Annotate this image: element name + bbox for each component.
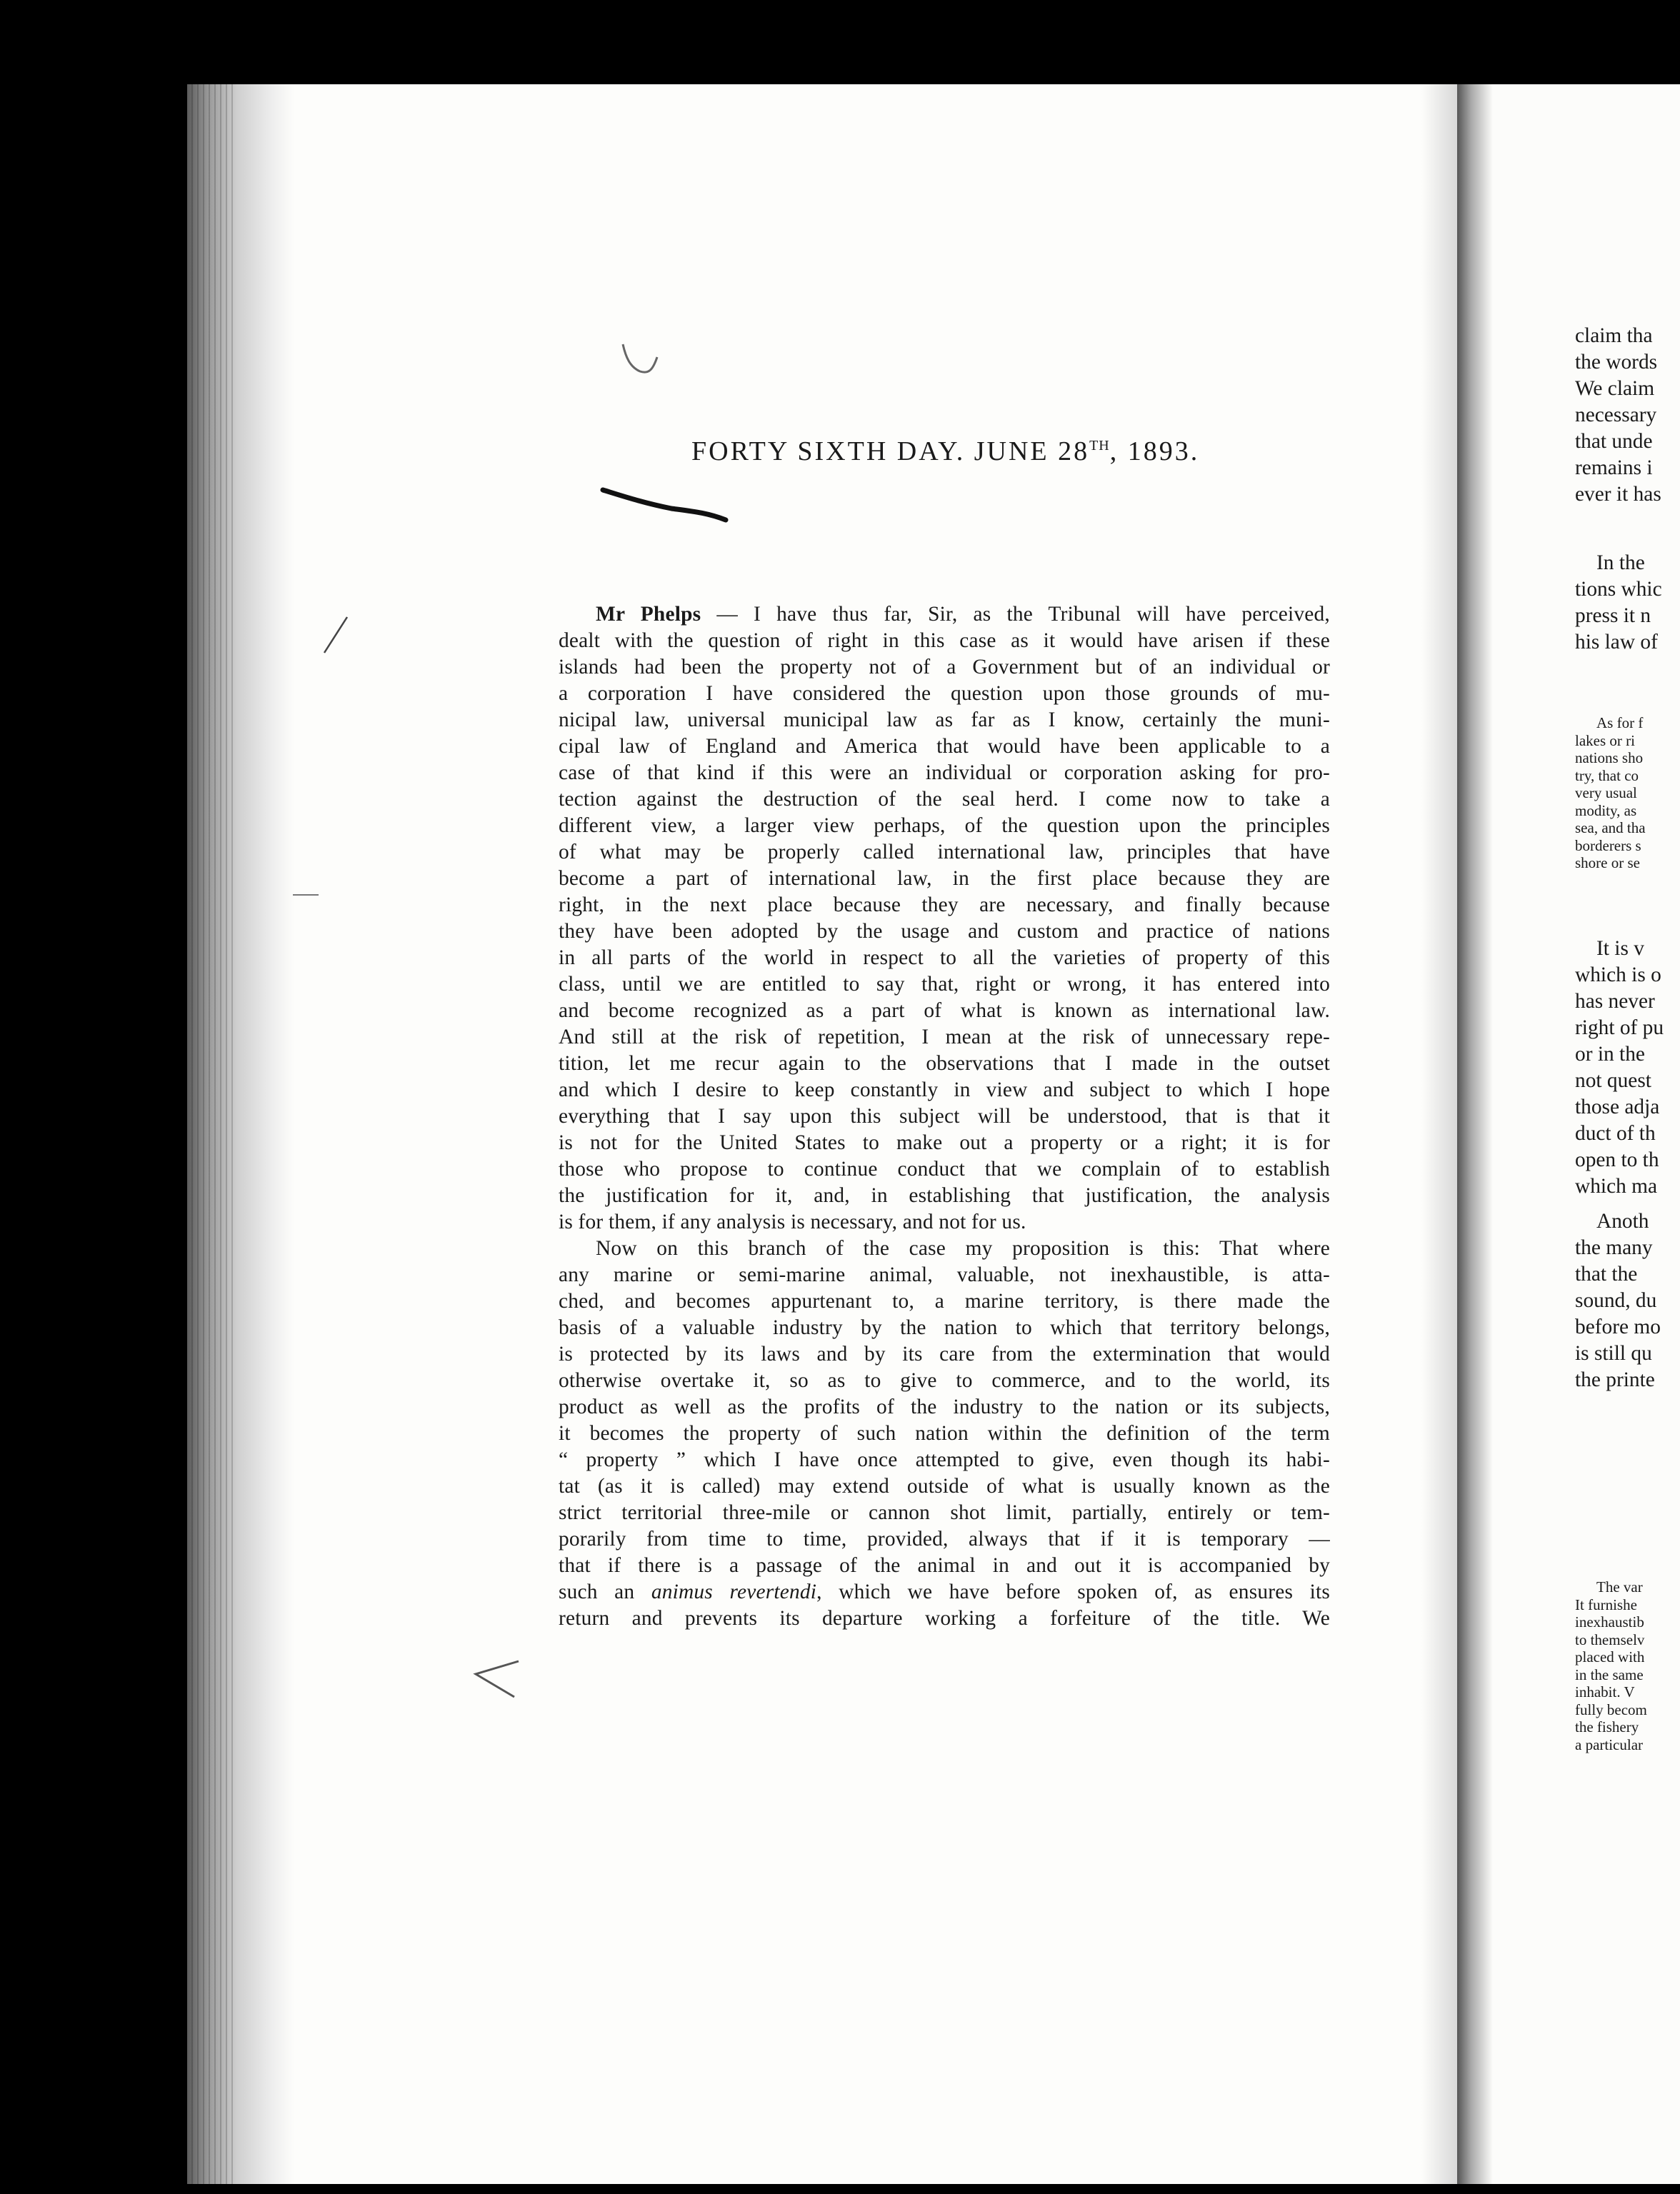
- right-page-note-1: [1575, 714, 1646, 872]
- right-text-line: tions whic: [1575, 578, 1662, 601]
- pen-stroke-mark: [600, 480, 729, 523]
- right-note-line: in the same: [1575, 1665, 1644, 1683]
- text-line: tat (as it is called) may extend outside of what is usually known as the: [559, 1475, 1330, 1498]
- right-note-line: to themselv: [1575, 1631, 1645, 1648]
- right-text-line: It is v: [1596, 937, 1644, 960]
- right-note-line: a particular: [1575, 1735, 1644, 1753]
- right-note-line: the fishery: [1575, 1718, 1639, 1735]
- right-text-line: press it n: [1575, 604, 1651, 627]
- right-page-block-1: [1575, 323, 1661, 508]
- text-line: nicipal law, universal municipal law as far as I know, certainly the muni-: [559, 708, 1330, 731]
- text-line: right, in the next place because they are necessary, and finally because: [559, 893, 1330, 916]
- right-text-line: ever it has: [1575, 483, 1661, 506]
- text-line: otherwise overtake it, so as to give to commerce, and to the world, its: [559, 1369, 1330, 1392]
- text-line: is not for the United States to make out a property or a right; it is for: [559, 1131, 1330, 1154]
- text-line: they have been adopted by the usage and custom and practice of nations: [559, 920, 1330, 943]
- text-line: everything that I say upon this subject will be understood, that is that it: [559, 1105, 1330, 1128]
- right-page-block-3: [1575, 936, 1664, 1200]
- text-line: [559, 1579, 1330, 1606]
- text-line: return and prevents its departure working a forfeiture of the title. We: [559, 1607, 1330, 1630]
- text-line-before: such an: [559, 1581, 651, 1603]
- text-line: it becomes the property of such nation within the definition of the term: [559, 1422, 1330, 1445]
- text-line: class, until we are entitled to say that, right or wrong, it has entered into: [559, 973, 1330, 996]
- right-text-line: his law of: [1575, 631, 1658, 653]
- right-text-line: In the: [1596, 551, 1645, 574]
- text-line: And still at the risk of repetition, I mean at the risk of unnecessary repe-: [559, 1026, 1330, 1048]
- right-text-line: or in the: [1575, 1043, 1645, 1066]
- right-text-line: the many: [1575, 1236, 1653, 1259]
- text-line: those who propose to continue conduct that we complain of to establish: [559, 1158, 1330, 1181]
- right-text-line: is still qu: [1575, 1342, 1652, 1365]
- right-text-line: We claim: [1575, 377, 1655, 400]
- right-note-line: As for f: [1596, 714, 1644, 731]
- right-note-line: lakes or ri: [1575, 731, 1635, 749]
- pencil-check-mark: [620, 341, 663, 377]
- right-page-block-2: [1575, 550, 1662, 656]
- text-line: dealt with the question of right in this case as it would have arisen if these: [559, 629, 1330, 652]
- speaker-name: Mr Phelps: [596, 603, 701, 626]
- right-text-line: right of pu: [1575, 1016, 1664, 1039]
- text-line: islands had been the property not of a Government but of an individual or: [559, 656, 1330, 678]
- margin-angle-mark: [471, 1657, 521, 1700]
- text-line: the justification for it, and, in establishing that justification, the analysis: [559, 1184, 1330, 1207]
- right-text-line: necessary: [1575, 404, 1657, 426]
- right-text-line: sound, du: [1575, 1289, 1657, 1312]
- right-text-line: which ma: [1575, 1175, 1658, 1198]
- body-text: [559, 601, 1330, 1632]
- right-text-line: has never: [1575, 990, 1655, 1013]
- text-line: strict territorial three-mile or cannon shot limit, partially, entirely or tem-: [559, 1501, 1330, 1524]
- text-line: of what may be properly called international law, principles that have: [559, 841, 1330, 863]
- right-text-line: Anoth: [1596, 1210, 1649, 1233]
- text-line: different view, a larger view perhaps, of the question upon the principles: [559, 814, 1330, 837]
- right-note-line: borderers s: [1575, 836, 1641, 854]
- right-note-line: nations sho: [1575, 749, 1644, 766]
- text-line: any marine or semi-marine animal, valuable, not inexhaustible, is atta-: [559, 1263, 1330, 1286]
- text-line: basis of a valuable industry by the nation to which that territory belongs,: [559, 1316, 1330, 1339]
- text-line: cipal law of England and America that would have been applicable to a: [559, 735, 1330, 758]
- text-line: “ property ” which I have once attempted to give, even though its habi-: [559, 1448, 1330, 1471]
- margin-dash-mark: [291, 891, 320, 898]
- text-line: product as well as the profits of the industry to the nation or its subjects,: [559, 1396, 1330, 1418]
- right-text-line: open to th: [1575, 1148, 1659, 1171]
- heading-prefix: FORTY SIXTH DAY. JUNE 28: [691, 436, 1090, 466]
- right-text-line: not quest: [1575, 1069, 1651, 1092]
- text-line: is for them, if any analysis is necessary, and not for us.: [559, 1211, 1026, 1233]
- text-line: porarily from time to time, provided, always that if it is temporary —: [559, 1528, 1330, 1551]
- right-note-line: modity, as: [1575, 801, 1637, 819]
- text-line: in all parts of the world in respect to all the varieties of property of this: [559, 946, 1330, 969]
- page-heading: [691, 436, 1199, 467]
- right-text-line: those adja: [1575, 1096, 1660, 1118]
- right-note-line: placed with: [1575, 1648, 1645, 1665]
- heading-suffix: , 1893.: [1109, 436, 1200, 466]
- right-note-line: fully becom: [1575, 1700, 1647, 1718]
- right-note-line: very usual: [1575, 784, 1637, 801]
- right-note-line: sea, and tha: [1575, 819, 1646, 836]
- right-text-line: the printe: [1575, 1368, 1655, 1391]
- right-text-line: remains i: [1575, 456, 1653, 479]
- text-line: tection against the destruction of the seal herd. I come now to take a: [559, 788, 1330, 811]
- text-line: is protected by its laws and by its care from the extermination that would: [559, 1343, 1330, 1366]
- text-line: case of that kind if this were an individual or corporation asking for pro-: [559, 761, 1330, 784]
- text-line: tition, let me recur again to the observations that I made in the outset: [559, 1052, 1330, 1075]
- right-note-line: try, that co: [1575, 766, 1639, 784]
- right-page-note-2: [1575, 1578, 1647, 1753]
- text-line: and which I desire to keep constantly in view and subject to which I hope: [559, 1078, 1330, 1101]
- text-line: and become recognized as a part of what is known as international law.: [559, 999, 1330, 1022]
- page-edge-lines: [191, 84, 234, 2184]
- right-text-line: that unde: [1575, 430, 1653, 453]
- text-line-content: — I have thus far, Sir, as the Tribunal will have perceived,: [701, 603, 1330, 626]
- text-line: that if there is a passage of the animal in and out it is accompanied by: [559, 1554, 1330, 1577]
- text-line: Now on this branch of the case my proposition is this: That where: [596, 1237, 1330, 1260]
- text-line: become a part of international law, in the first place because they are: [559, 867, 1330, 890]
- right-note-line: The var: [1596, 1578, 1643, 1596]
- right-note-line: inhabit. V: [1575, 1683, 1635, 1700]
- right-page-shadow: [1457, 84, 1493, 2184]
- right-note-line: It furnishe: [1575, 1596, 1637, 1613]
- right-page-block-4: [1575, 1208, 1661, 1393]
- latin-phrase: animus revertendi: [651, 1581, 817, 1603]
- right-text-line: before mo: [1575, 1316, 1661, 1338]
- right-note-line: shore or se: [1575, 854, 1640, 871]
- right-text-line: which is o: [1575, 963, 1661, 986]
- right-text-line: that the: [1575, 1263, 1638, 1286]
- right-text-line: claim tha: [1575, 324, 1653, 347]
- text-line: [559, 601, 1330, 628]
- text-line: ched, and becomes appurtenant to, a marine territory, is there made the: [559, 1290, 1330, 1313]
- right-note-line: inexhaustib: [1575, 1613, 1644, 1631]
- heading-ordinal: TH: [1089, 438, 1110, 454]
- margin-tick-mark: [321, 614, 350, 657]
- right-text-line: duct of th: [1575, 1122, 1656, 1145]
- text-line: a corporation I have considered the question upon those grounds of mu-: [559, 682, 1330, 705]
- right-text-line: the words: [1575, 351, 1658, 374]
- text-line-after: , which we have before spoken of, as ensures its: [816, 1581, 1330, 1603]
